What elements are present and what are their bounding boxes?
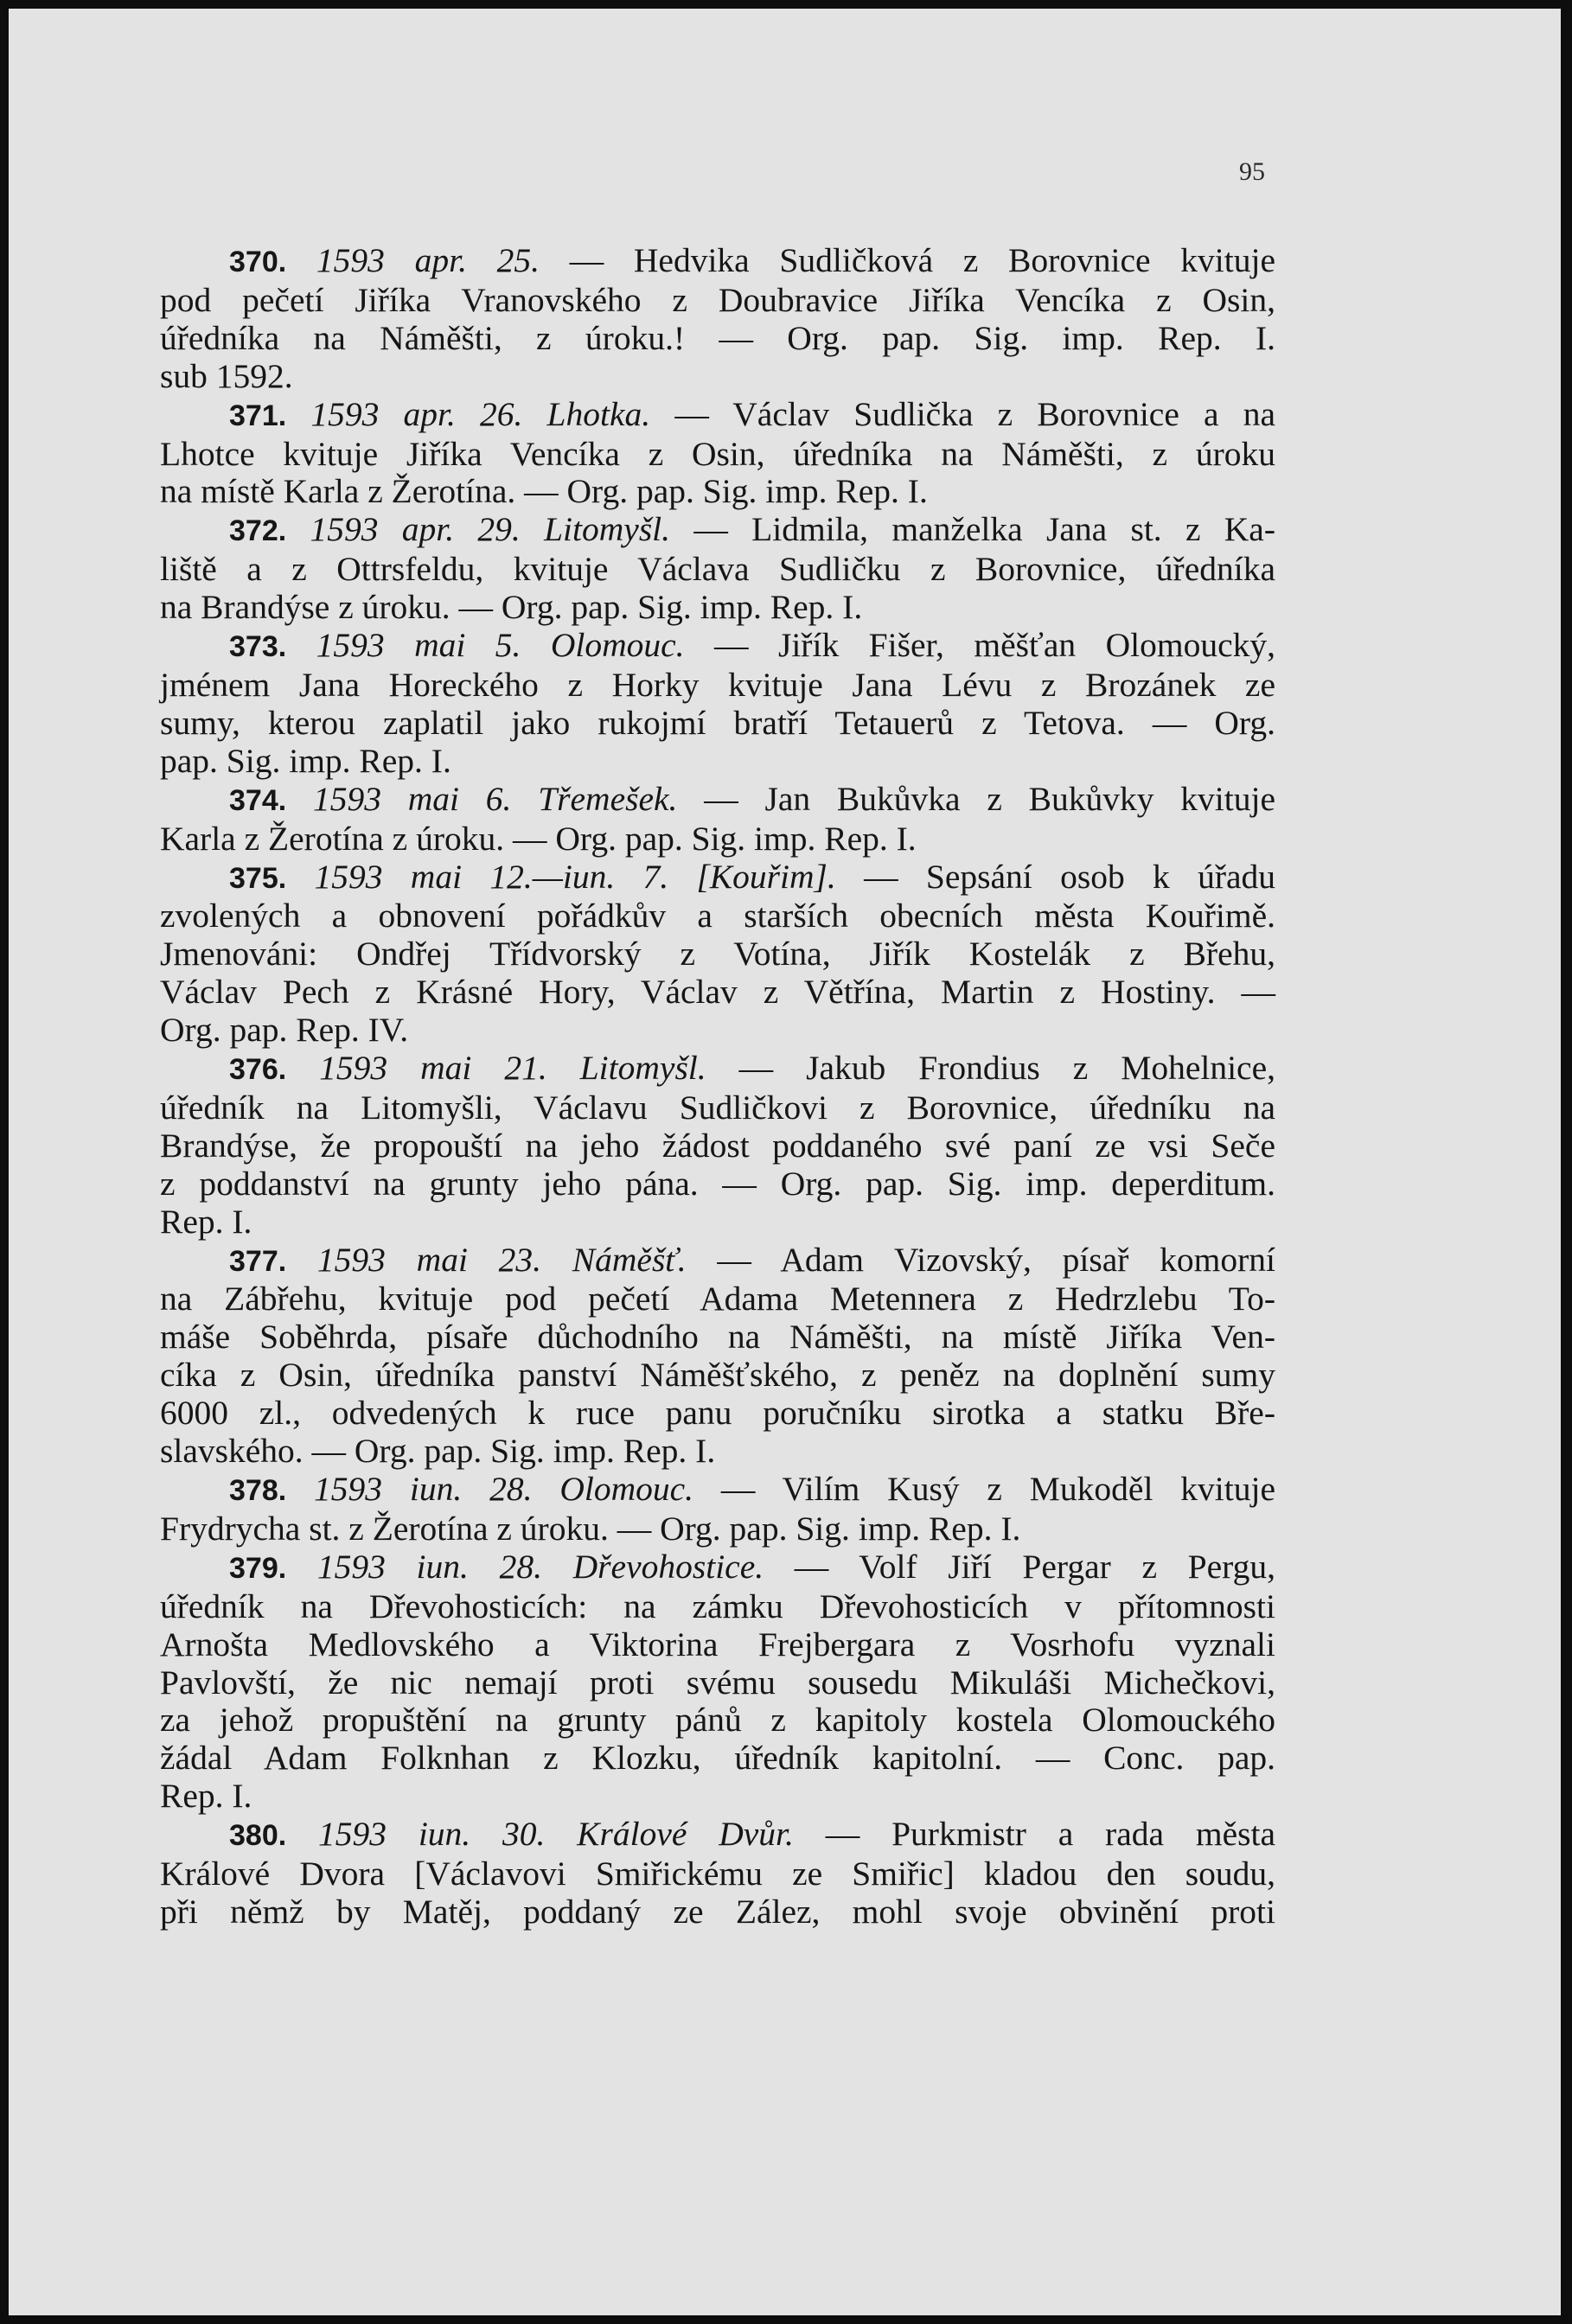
regest-entry xyxy=(160,1816,1275,1931)
text-line xyxy=(160,897,1275,935)
text-line xyxy=(160,551,1275,589)
line-text: 6000 zl., odvedených k ruce panu poručníku sirotka a statku Bře- xyxy=(160,1394,1275,1433)
line-text: Václav Pech z Krásné Hory, Václav z Větřína, Martin z Hostiny. — xyxy=(160,973,1275,1012)
line-text: Arnošta Medlovského a Viktorina Frejbergara z Vosrhofu vyznali xyxy=(160,1625,1275,1663)
line-text: Brandýse, že propouští na jeho žádost poddaného své paní ze vsi Seče xyxy=(160,1126,1275,1165)
text-line xyxy=(160,1012,1275,1050)
entry-number: 379. xyxy=(229,1551,287,1585)
line-text: — Adam Vizovský, písař komorní xyxy=(686,1240,1275,1279)
line-text: cíka z Osin, úředníka panství Náměšťského, z peněz na doplnění sumy xyxy=(160,1356,1275,1395)
line-text: úředníka na Náměšti, z úroku.! — Org. pap. Sig. imp. Rep. I. xyxy=(160,318,1275,357)
entry-date: 1593 mai 5. Olomouc. xyxy=(286,626,685,665)
entry-number: 375. xyxy=(229,861,287,895)
text-line xyxy=(160,1588,1275,1626)
line-text: při němž by Matěj, poddaný ze Zález, mohl svoje obvinění proti xyxy=(160,1892,1275,1931)
text-line xyxy=(160,473,1275,511)
line-text: slavského. — Org. pap. Sig. imp. Rep. I. xyxy=(160,1432,716,1471)
line-text: máše Soběhrda, písaře důchodního na Náměšti, na místě Jiříka Ven- xyxy=(160,1318,1275,1357)
text-line xyxy=(160,1471,1275,1510)
text-line xyxy=(160,705,1275,743)
line-text: za jehož propuštění na grunty pánů z kapitoly kostela Olomouckého xyxy=(160,1701,1275,1740)
text-line xyxy=(160,511,1275,551)
text-line xyxy=(160,282,1275,320)
line-text: na Brandýse z úroku. — Org. pap. Sig. imp. Rep. I. xyxy=(160,588,863,627)
text-line xyxy=(160,859,1275,898)
entry-date: 1593 apr. 26. Lhotka. xyxy=(286,394,651,433)
line-text: jménem Jana Horeckého z Horky kvituje Jana Lévu z Brozánek ze xyxy=(160,665,1275,704)
line-text: — Jakub Frondius z Mohelnice, xyxy=(706,1049,1275,1088)
text-line xyxy=(160,1433,1275,1471)
regest-entry xyxy=(160,1548,1275,1816)
regest-entry xyxy=(160,396,1275,512)
entry-number: 376. xyxy=(229,1053,287,1087)
text-line xyxy=(160,1318,1275,1357)
text-line xyxy=(160,1395,1275,1433)
line-text: — Jiřík Fišer, měšťan Olomoucký, xyxy=(684,626,1276,665)
line-text: úředník na Litomyšli, Václavu Sudličkovi z Borovnice, úředníku na xyxy=(160,1088,1275,1127)
line-text: Králové Dvora [Václavovi Smiřickému ze Smiřic] kladou den soudu, xyxy=(160,1855,1275,1893)
regest-entry xyxy=(160,859,1275,1050)
text-line xyxy=(160,1816,1275,1855)
entry-date: 1593 apr. 29. Litomyšl. xyxy=(286,510,671,549)
entry-date: 1593 mai 21. Litomyšl. xyxy=(286,1049,706,1088)
text-line xyxy=(160,1548,1275,1588)
line-text: — Václav Sudlička z Borovnice a na xyxy=(650,394,1275,433)
line-text: liště a z Ottrsfeldu, kvituje Václava Sudličku z Borovnice, úředníka xyxy=(160,550,1275,589)
text-line xyxy=(160,589,1275,627)
text-line xyxy=(160,1165,1275,1204)
text-line xyxy=(160,1280,1275,1318)
line-text: Karla z Žerotína z úroku. — Org. pap. Sig. imp. Rep. I. xyxy=(160,819,917,858)
regest-entry xyxy=(160,627,1275,781)
regest-entry xyxy=(160,511,1275,627)
text-line xyxy=(160,436,1275,474)
text-line xyxy=(160,1204,1275,1242)
line-text: Rep. I. xyxy=(160,1777,252,1816)
text-line xyxy=(160,1357,1275,1395)
line-text: pod pečetí Jiříka Vranovského z Doubravice Jiříka Vencíka z Osin, xyxy=(160,280,1275,319)
line-text: — Vilím Kusý z Mukoděl kvituje xyxy=(693,1470,1275,1508)
line-text: — Lidmila, manželka Jana st. z Ka- xyxy=(670,510,1275,549)
text-line xyxy=(160,781,1275,820)
line-text: Pavlovští, že nic nemají proti svému sousedu Mikuláši Michečkovi, xyxy=(160,1663,1275,1702)
document-page xyxy=(9,9,1561,2315)
line-text: žádal Adam Folknhan z Klozku, úředník kapitolní. — Conc. pap. xyxy=(160,1739,1275,1778)
text-line xyxy=(160,974,1275,1012)
line-text: Jmenováni: Ondřej Třídvorský z Votína, Jiřík Kostelák z Břehu, xyxy=(160,935,1275,974)
line-text: úředník na Dřevohosticích: na zámku Dřevohosticích v přítomnosti xyxy=(160,1587,1275,1625)
text-line xyxy=(160,1242,1275,1281)
text-line xyxy=(160,1740,1275,1778)
text-line xyxy=(160,1855,1275,1893)
entry-number: 374. xyxy=(229,783,287,817)
text-line xyxy=(160,1626,1275,1664)
line-text: — Volf Jiří Pergar z Pergu, xyxy=(764,1547,1275,1586)
regest-entry xyxy=(160,1050,1275,1242)
text-line xyxy=(160,320,1275,358)
line-text: sub 1592. xyxy=(160,356,293,395)
line-text: Lhotce kvituje Jiříka Vencíka z Osin, úředníka na Náměšti, z úroku xyxy=(160,434,1275,473)
regest-entry xyxy=(160,1242,1275,1471)
text-line xyxy=(160,242,1275,282)
entry-date: 1593 mai 6. Třemešek. xyxy=(286,779,678,818)
text-line xyxy=(160,935,1275,974)
line-text: pap. Sig. imp. Rep. I. xyxy=(160,741,451,780)
regest-entry xyxy=(160,1471,1275,1548)
page-number: 95 xyxy=(1239,157,1265,186)
line-text: na místě Karla z Žerotína. — Org. pap. Sig. imp. Rep. I. xyxy=(160,472,928,511)
line-text: z poddanství na grunty jeho pána. — Org. pap. Sig. imp. deperditum. xyxy=(160,1164,1275,1203)
entry-date: 1593 apr. 25. xyxy=(286,241,540,279)
line-text: Frydrycha st. z Žerotína z úroku. — Org. pap. Sig. imp. Rep. I. xyxy=(160,1509,1021,1548)
line-text: zvolených a obnovení pořádkův a starších obecních města Kouřimě. xyxy=(160,897,1275,935)
entry-date: 1593 mai 12.—iun. 7. [Kouřim]. xyxy=(286,857,836,896)
entry-number: 372. xyxy=(229,514,287,548)
line-text: — Jan Bukůvka z Bukůvky kvituje xyxy=(677,779,1275,818)
regest-entry xyxy=(160,781,1275,859)
line-text: Org. pap. Rep. IV. xyxy=(160,1011,409,1050)
text-line xyxy=(160,1127,1275,1165)
entry-date: 1593 iun. 28. Olomouc. xyxy=(286,1470,694,1508)
text-line xyxy=(160,1702,1275,1740)
entry-number: 370. xyxy=(229,246,287,278)
text-line xyxy=(160,1510,1275,1548)
text-line xyxy=(160,743,1275,781)
line-text: na Zábřehu, kvituje pod pečetí Adama Metennera z Hedrzlebu To- xyxy=(160,1280,1275,1318)
line-text: — Purkmistr a rada města xyxy=(793,1815,1275,1854)
line-text: Rep. I. xyxy=(160,1202,252,1241)
entry-number: 373. xyxy=(229,630,287,664)
text-line xyxy=(160,627,1275,667)
line-text: — Sepsání osob k úřadu xyxy=(835,857,1275,896)
text-line xyxy=(160,1089,1275,1127)
regest-list xyxy=(160,242,1275,1931)
text-line xyxy=(160,1050,1275,1089)
text-line xyxy=(160,667,1275,705)
line-text: sumy, kterou zaplatil jako rukojmí bratří Tetauerů z Tetova. — Org. xyxy=(160,703,1275,742)
text-line xyxy=(160,1664,1275,1702)
entry-date: 1593 mai 23. Náměšť. xyxy=(286,1240,687,1279)
text-line xyxy=(160,358,1275,396)
text-line xyxy=(160,1893,1275,1931)
entry-number: 378. xyxy=(229,1474,287,1507)
entry-date: 1593 iun. 28. Dřevohostice. xyxy=(286,1547,764,1586)
line-text: — Hedvika Sudličková z Borovnice kvituje xyxy=(540,241,1275,279)
entry-number: 371. xyxy=(229,399,287,432)
entry-number: 377. xyxy=(229,1244,287,1278)
entry-date: 1593 iun. 30. Králové Dvůr. xyxy=(286,1815,794,1854)
regest-entry xyxy=(160,242,1275,396)
entry-number: 380. xyxy=(229,1819,287,1853)
text-line xyxy=(160,820,1275,859)
text-line xyxy=(160,1778,1275,1816)
text-line xyxy=(160,396,1275,436)
